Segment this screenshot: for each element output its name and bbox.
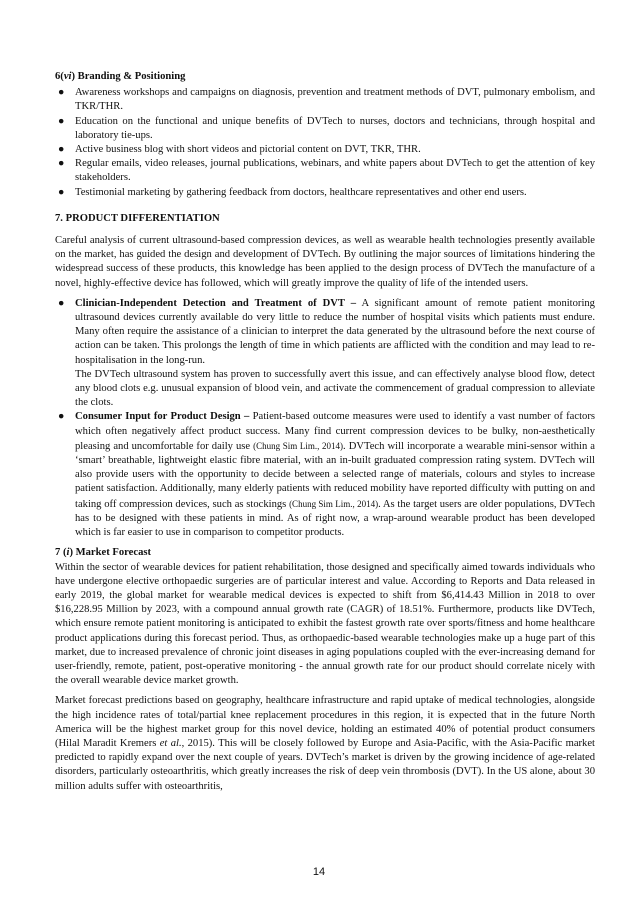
list-item: ● Active business blog with short videos and pictorial content on DVT, TKR, THR. — [58, 144, 421, 156]
bullet-title: Consumer Input for Product Design – — [75, 411, 250, 423]
differentiation-intro: Careful analysis of current ultrasound-based compression devices, as well as wearable health technologies presently available on the market, has guided the design and development of DVTech. By outlining the major sources of limitations hindering the widespread success of these products, this knowledge has been applied to the design process of DVTech the manufacture of a novel, highly-effective device has followed, which will greatly improve the quality of life of the intended users. — [55, 235, 595, 289]
branding-heading: 6(vi) Branding & Positioning — [55, 71, 186, 82]
document-page — [55, 70, 595, 794]
bullet-extra: The DVTech ultrasound system has proven to successfully avert this issue, and can effectively analyse blood flow, detect any blood clots e.g. unusual expansion of blood vein, and activate the commencement of gradual compression to alleviate the clots. — [75, 368, 595, 409]
citation: (Chung Sim Lim., 2014) — [289, 498, 379, 509]
forecast-paragraph-2: Market forecast predictions based on geography, healthcare infrastructure and rapid uptake of medical technologies, alongside the high incidence rates of total/partial knee replacement procedures in this region, it is expected that in the future North America will be the highest market group for this novel device, holding an estimated 40% of potential product consumers (Hilal Maradit Kremers et al., 2015). This will be closely followed by Europe and Asia-Pacific, with the Asia-Pacific market predicted to rapidly expand over the next couple of years. DVTech’s market is driven by the growing incidence of age-related disorders, particularly osteoarthritis, which greatly increases the risk of deep vein thrombosis (DVT). In the US alone, about 30 million adults suffer with osteoarthritis, — [55, 695, 595, 792]
bullet-title: Clinician-Independent Detection and Treatment of DVT – — [75, 297, 357, 309]
list-item: ● Consumer Input for Product Design – Patient-based outcome measures were used to identify a vast number of factors which often negatively affect product success. Many find current compression devices to be bulky, non-aesthetically pleasing and uncomfortable for daily use (Chung Sim Lim., 2014). DVTech will incorporate a wearable mini-sensor within a ‘smart’ breathable, lightweight elastic fibre material, with an in-built graduated compression rating system. DVTech will also provide users with the opportunity to decide between a selected range of materials, colours and styles to increase patient satisfaction. Additionally, many elderly patients with reduced mobility have reported difficulty with putting on and taking off compression devices, such as stockings (Chung Sim Lim., 2014). As the target users are older populations, DVTech has to be designed with these patients in mind. As of right now, a wrap-around wearable product has been developed which is far easier to use in comparison to competitor products. — [58, 411, 595, 539]
list-item: ● Clinician-Independent Detection and Treatment of DVT – A significant amount of remote patient monitoring ultrasound devices currently available do very little to reduce the number of hospital visits which patients must endure. Many often require the assistance of a clinician to interpret the data generated by the ultrasound before the next course of action can be taken. This prolongs the length of time in which patients are afflicted with the condition and may lead to re-hospitalisation in the long-run. The DVTech ultrasound system has proven to successfully avert this issue, and can effectively analyse blood flow, detect any blood clots e.g. unusual expansion of blood vein, and activate the commencement of gradual compression to alleviate the clots. — [58, 297, 595, 409]
differentiation-bullet-list — [55, 297, 595, 540]
forecast-paragraph-1: Within the sector of wearable devices for patient rehabilitation, those designed and specifically aimed towards individuals who have undergone elective orthopaedic surgeries are of particular interest and value. According to Reports and Data released in early 2019, the global market for wearable medical devices is expected to shift from $6,414.43 Million in 2018 to over $16,228.95 Million by 2023, with a compound annual growth rate (CAGR) of 18.51%. Furthermore, products like DVTech, which ensure remote patient monitoring is anticipated to exhibit the fastest growth rate over sports/fitness and home healthcare product applications during this forecast period. Thus, as orthopaedic-based wearable technologies make up a huge part of this market, due to increased prevalence of chronic joint diseases in aging populations coupled with the ever-increasing demand for user-friendly, remote, patient, post-operative monitoring - the annual growth rate for our product should correlate nicely with the overall wearable device market growth. — [55, 561, 595, 687]
page-number: 14 — [312, 866, 326, 878]
forecast-heading: 7 (i) Market Forecast — [55, 547, 152, 559]
branding-bullet-list — [55, 86, 595, 200]
list-item: ● Education on the functional and unique benefits of DVTech to nurses, doctors and technicians, through hospital and laboratory tie-ups. — [58, 115, 595, 141]
citation: (Chung Sim Lim., 2014) — [253, 440, 344, 451]
differentiation-heading: 7. PRODUCT DIFFERENTIATION — [55, 212, 220, 224]
list-item: ● Testimonial marketing by gathering feedback from doctors, healthcare representatives and other end users. — [58, 186, 527, 198]
list-item: ● Regular emails, video releases, journal publications, webinars, and white papers about DVTech to get the attention of key stakeholders. — [58, 158, 595, 184]
list-item: ● Awareness workshops and campaigns on diagnosis, prevention and treatment methods of DVT, pulmonary embolism, and TKR/THR. — [58, 87, 595, 113]
bullet-body: A significant amount of remote patient monitoring ultrasound devices currently available do very little to reduce the number of hospital visits which patients must endure. Many often require the assistance of a clinician to interpret the data generated by the ultrasound before the next course of action can be taken. This prolongs the length of time in which patients are afflicted with the condition and may lead to re-hospitalisation in the long-run. — [75, 297, 595, 366]
